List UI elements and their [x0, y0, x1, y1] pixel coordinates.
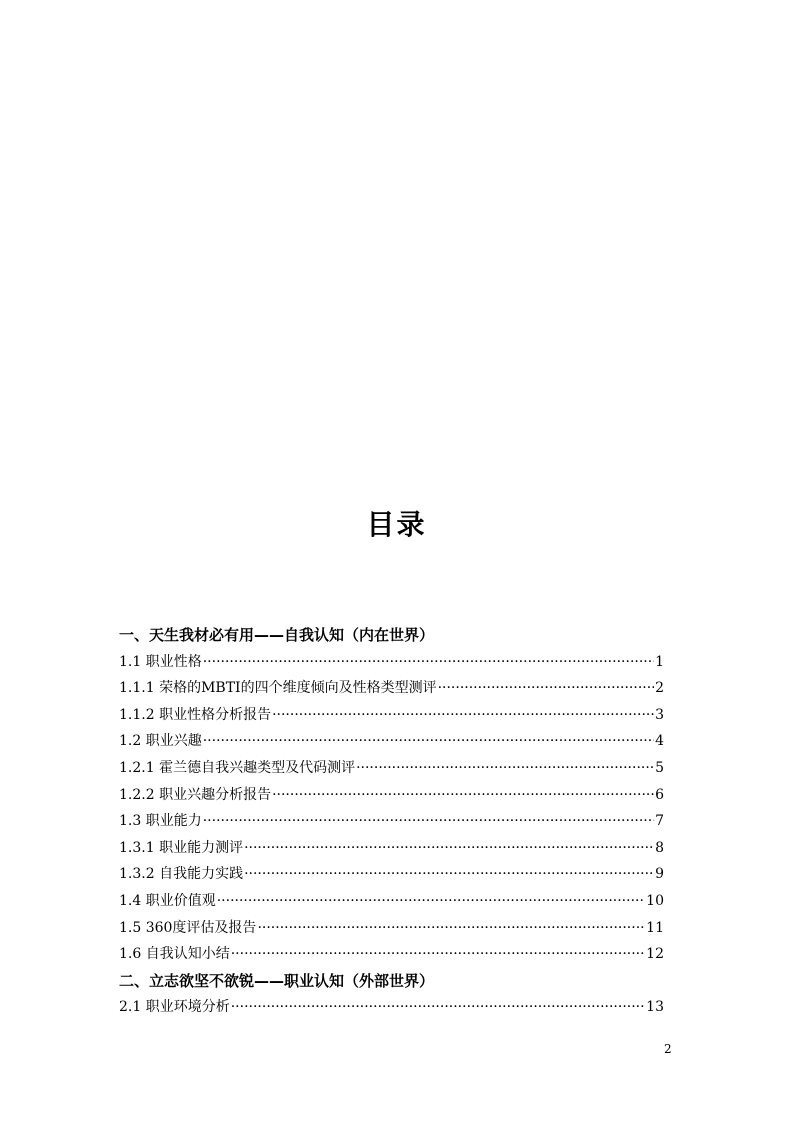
toc-dot-leader — [217, 888, 645, 915]
toc-entry-page: 2 — [655, 680, 664, 697]
toc-entry-page: 3 — [655, 706, 664, 723]
toc-entry-page: 12 — [646, 946, 664, 963]
toc-dot-leader — [203, 808, 654, 835]
toc-dot-leader — [257, 915, 645, 942]
toc-entry-label: 1.3.1 职业能力测评 — [119, 839, 244, 856]
toc-entry-page: 5 — [655, 759, 664, 776]
toc-entry-page: 6 — [655, 786, 664, 803]
toc-entry-label: 1.1 职业性格 — [119, 653, 202, 670]
toc-entry-page: 8 — [655, 839, 664, 856]
toc-dot-leader — [244, 835, 654, 862]
toc-title: 目录 — [366, 508, 427, 541]
toc-entry[interactable] — [119, 835, 664, 862]
page-number: 2 — [664, 1042, 672, 1056]
toc-entry-label: 2.1 职业环境分析 — [119, 999, 230, 1016]
toc-entry[interactable] — [119, 782, 664, 809]
toc-entry-label: 1.2 职业兴趣 — [119, 733, 202, 750]
toc-entry-label: 1.4 职业价值观 — [119, 892, 216, 909]
toc-entry-page: 1 — [655, 653, 664, 670]
toc-entry-label: 1.5 360度评估及报告 — [119, 919, 257, 936]
toc-entry[interactable] — [119, 755, 664, 782]
toc-section-heading[interactable]: 二、立志欲坚不欲锐——职业认知（外部世界） — [119, 971, 435, 990]
toc-dot-leader — [231, 941, 645, 968]
table-of-contents — [119, 622, 664, 1021]
toc-dot-leader — [244, 861, 654, 888]
toc-entry-page: 4 — [655, 733, 664, 750]
toc-dot-leader — [272, 782, 654, 809]
toc-entry[interactable] — [119, 649, 664, 676]
toc-entry[interactable] — [119, 728, 664, 755]
toc-dot-leader — [231, 994, 645, 1021]
toc-entry-label: 1.6 自我认知小结 — [119, 946, 230, 963]
toc-entry[interactable] — [119, 675, 664, 702]
toc-dot-leader — [203, 728, 654, 755]
toc-entry[interactable] — [119, 808, 664, 835]
toc-entry[interactable] — [119, 915, 664, 942]
toc-entry-label: 1.2.2 职业兴趣分析报告 — [119, 786, 272, 803]
toc-dot-leader — [203, 649, 654, 676]
toc-dot-leader — [356, 755, 654, 782]
toc-entry[interactable] — [119, 941, 664, 968]
toc-entry-page: 11 — [646, 919, 664, 936]
toc-entry-label: 1.1.2 职业性格分析报告 — [119, 706, 272, 723]
toc-dot-leader — [438, 675, 655, 702]
toc-entry-label: 1.2.1 霍兰德自我兴趣类型及代码测评 — [119, 759, 356, 776]
toc-entry-page: 9 — [655, 866, 664, 883]
toc-entry[interactable] — [119, 888, 664, 915]
toc-section-heading[interactable]: 一、天生我材必有用——自我认知（内在世界） — [119, 626, 435, 644]
toc-entry-label: 1.1.1 荣格的MBTI的四个维度倾向及性格类型测评 — [119, 680, 437, 697]
toc-entry[interactable] — [119, 861, 664, 888]
toc-entry-page: 10 — [646, 892, 664, 909]
toc-entry-label: 1.3 职业能力 — [119, 813, 202, 830]
toc-entry[interactable] — [119, 994, 664, 1021]
toc-entry-label: 1.3.2 自我能力实践 — [119, 866, 244, 883]
toc-entry-page: 7 — [655, 813, 664, 830]
toc-dot-leader — [272, 702, 654, 729]
toc-entry-page: 13 — [646, 999, 664, 1016]
toc-entry[interactable] — [119, 702, 664, 729]
